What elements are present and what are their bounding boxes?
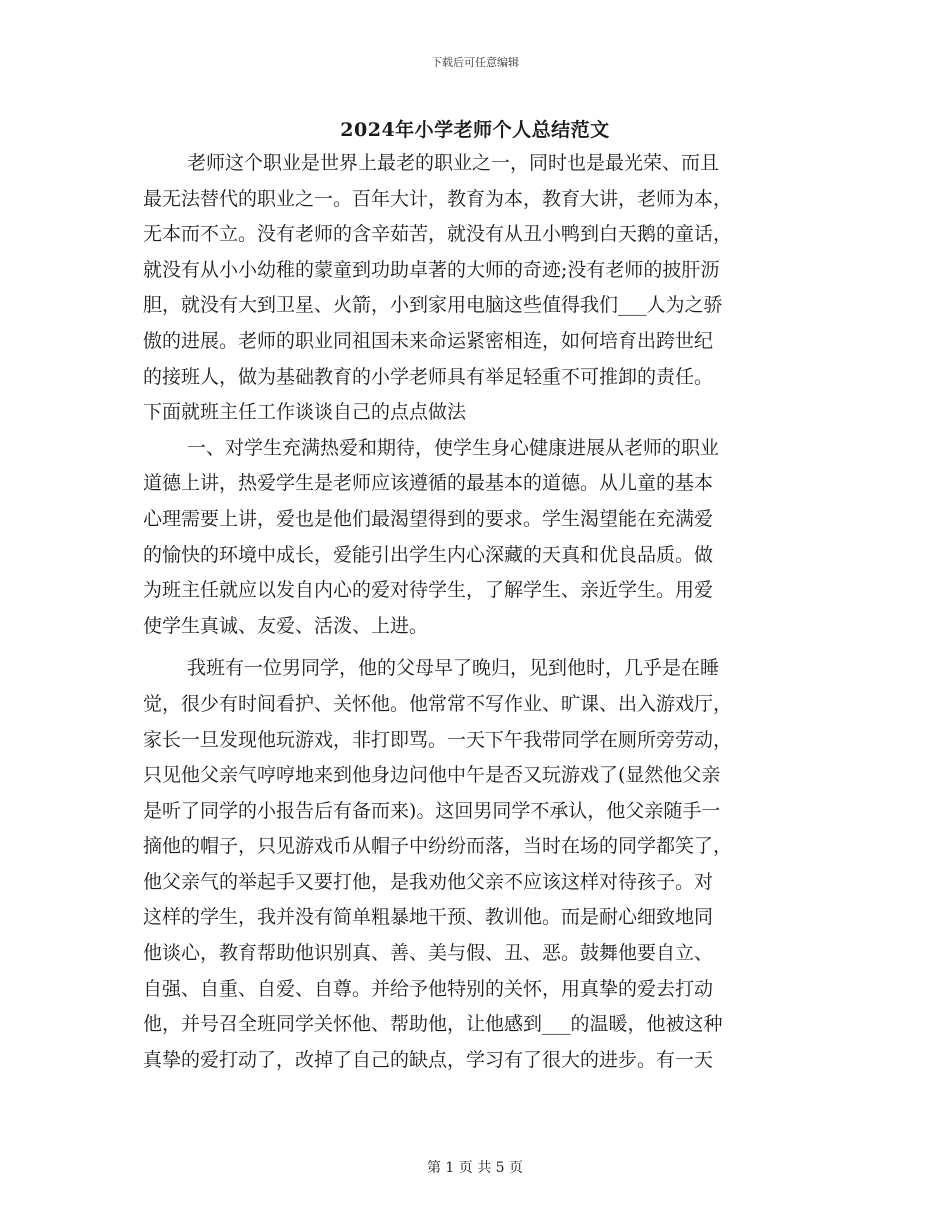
text-line: 最无法替代的职业之一。百年大计，教育为本，教育大讲，老师为本，: [143, 187, 733, 210]
text-line: 真挚的爱打动了，改掉了自己的缺点，学习有了很大的进步。有一天: [143, 1048, 714, 1071]
text-line: 他父亲气的举起手又要打他，是我劝他父亲不应该这样对待孩子。对: [143, 870, 714, 893]
text-line: 家长一旦发现他玩游戏，非打即骂。一天下午我带同学在厕所旁劳动，: [143, 728, 733, 751]
text-line: 只见他父亲气哼哼地来到他身边问他中午是否又玩游戏了(显然他父亲: [143, 764, 721, 787]
document-body: [143, 146, 805, 1078]
page-header-note: 下载后可任意编辑: [431, 56, 519, 69]
text-line: 自强、自重、自爱、自尊。并给予他特别的关怀，用真挚的爱去打动: [143, 977, 714, 1000]
text-line: 老师这个职业是世界上最老的职业之一，同时也是最光荣、而且: [187, 152, 720, 174]
text-line: 心理需要上讲，爱也是他们最渴望得到的要求。学生渴望能在充满爱: [143, 507, 714, 530]
text-line: 他，并号召全班同学关怀他、帮助他，让他感到___的温暖，他被这种: [143, 1013, 723, 1036]
text-line: 无本而不立。没有老师的含辛茹苦，就没有从丑小鸭到白天鹅的童话，: [143, 223, 733, 246]
text-line: 是听了同学的小报告后有备而来)。这回男同学不承认，他父亲随手一: [143, 799, 721, 822]
text-line: 下面就班主任工作谈谈自己的点点做法: [143, 401, 467, 424]
text-line: 使学生真诚、友爱、活泼、上进。: [143, 614, 429, 637]
text-line: 他谈心，教育帮助他识别真、善、美与假、丑、恶。鼓舞他要自立、: [143, 942, 714, 965]
text-line: 为班主任就应以发自内心的爱对待学生，了解学生、亲近学生。用爱: [143, 579, 714, 602]
document-title: 2024年小学老师个人总结范文: [340, 119, 610, 141]
paragraph: [143, 651, 805, 1078]
text-line: 一、对学生充满热爱和期待，使学生身心健康进展从老师的职业: [187, 436, 720, 459]
text-line: 觉，很少有时间看护、关怀他。他常常不写作业、旷课、出入游戏厅，: [143, 692, 733, 715]
text-line: 就没有从小小幼稚的蒙童到功助卓著的大师的奇迹;没有老师的披肝沥: [143, 258, 720, 281]
text-line: 的愉快的环境中成长，爱能引出学生内心深藏的天真和优良品质。做: [143, 543, 714, 566]
text-line: 这样的学生，我并没有简单粗暴地干预、教训他。而是耐心细致地同: [143, 906, 714, 929]
text-line: 摘他的帽子，只见游戏币从帽子中纷纷而落，当时在场的同学都笑了，: [143, 835, 733, 858]
page-number: 第 1 页 共 5 页: [426, 1160, 524, 1176]
paragraph-spacer: [143, 644, 805, 651]
text-line: 道德上讲，热爱学生是老师应该遵循的最基本的道德。从儿童的基本: [143, 472, 714, 495]
text-line: 傲的进展。老师的职业同祖国未来命运紧密相连，如何培育出跨世纪: [143, 329, 714, 352]
text-line: 我班有一位男同学，他的父母早了晚归，见到他时，几乎是在睡: [187, 657, 720, 680]
paragraph: [143, 431, 805, 645]
text-line: 的接班人，做为基础教育的小学老师具有举足轻重不可推卸的责任。: [143, 365, 714, 388]
text-line: 胆，就没有大到卫星、火箭，小到家用电脑这些值得我们___人为之骄: [143, 294, 723, 317]
paragraph: [143, 146, 805, 431]
